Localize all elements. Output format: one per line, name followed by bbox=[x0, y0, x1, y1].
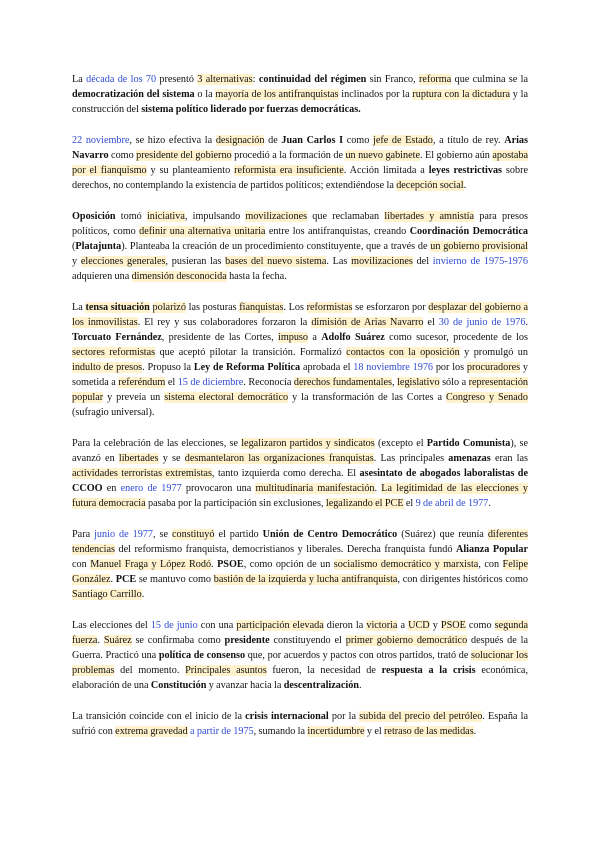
paragraph-2 bbox=[72, 133, 528, 193]
highlighted-text: representación popular bbox=[72, 377, 529, 404]
date-text: a partir de 1975 bbox=[190, 725, 254, 737]
text-segment: . El gobierno aún bbox=[419, 149, 493, 161]
text-segment: . bbox=[488, 498, 491, 510]
highlighted-text: legislativo bbox=[397, 377, 440, 389]
text-segment: con bbox=[72, 559, 91, 571]
text-segment: el partido bbox=[214, 528, 263, 540]
bold-term: PSOE bbox=[217, 559, 244, 571]
bold-term: Coordinación Democrática bbox=[409, 225, 528, 237]
bold-term: leyes restrictivas bbox=[428, 164, 503, 176]
highlighted-text: reformista era insuficiente bbox=[234, 164, 344, 176]
highlighted-text: participación elevada bbox=[236, 619, 324, 631]
text-segment: , impulsando bbox=[184, 210, 246, 222]
text-segment: , tanto izquierda como derecha. El bbox=[211, 468, 360, 480]
bold-term: Juan Carlos I bbox=[281, 134, 344, 146]
highlighted-text: presidente del gobierno bbox=[136, 149, 232, 161]
text-segment: y sometida a bbox=[72, 362, 528, 389]
highlighted-bold-term: tensa situación bbox=[85, 301, 150, 313]
bold-term: Platajunta bbox=[75, 240, 122, 252]
text-segment: inclinados por la bbox=[338, 89, 413, 101]
text-segment: como bbox=[343, 134, 373, 146]
text-segment: Las elecciones del bbox=[72, 619, 151, 631]
text-segment: como bbox=[108, 149, 137, 161]
date-text: 22 noviembre bbox=[72, 134, 130, 146]
text-segment: adquieren una bbox=[72, 271, 132, 283]
highlighted-text: constituyó bbox=[172, 528, 215, 540]
text-segment: y el bbox=[364, 725, 385, 737]
text-segment: . Las bbox=[326, 255, 352, 267]
bold-term: Unión de Centro Democrático bbox=[262, 528, 398, 540]
text-segment: ( bbox=[72, 240, 76, 252]
bold-term: política de consenso bbox=[158, 650, 246, 661]
text-segment: . bbox=[358, 680, 362, 692]
highlighted-text: definir una alternativa unitaria bbox=[139, 225, 266, 237]
paragraph-4 bbox=[72, 300, 528, 421]
text-segment: constituyendo el bbox=[269, 634, 346, 646]
text-segment: para presos políticos, como bbox=[72, 210, 529, 237]
paragraph-6 bbox=[72, 527, 528, 602]
text-segment: hasta la fecha. bbox=[226, 271, 287, 283]
text-segment: y promulgó un bbox=[459, 346, 528, 358]
highlighted-text: segunda fuerza bbox=[72, 619, 529, 646]
text-segment: sobre derechos, no contemplando la existencia de partidos políticos; extendiéndose la bbox=[72, 164, 528, 192]
highlighted-text: reformistas bbox=[306, 301, 353, 313]
highlighted-text: solucionar los problemas bbox=[72, 650, 528, 677]
highlighted-text: La legitimidad de las elecciones y futura democracia bbox=[72, 483, 528, 510]
bold-term: Oposición bbox=[72, 210, 116, 222]
text-segment: sin Franco, bbox=[366, 74, 420, 85]
text-segment: pasaba por la participación sin exclusiones, bbox=[145, 498, 326, 510]
highlighted-text: movilizaciones bbox=[351, 255, 413, 267]
text-segment: del bbox=[412, 255, 433, 267]
paragraph-3 bbox=[72, 209, 528, 284]
text-segment: y la construcción del bbox=[72, 89, 528, 116]
text-segment: . bbox=[110, 574, 116, 586]
bold-term: sistema político liderado por fuerzas democráticas. bbox=[141, 104, 361, 116]
text-segment: presentó bbox=[156, 74, 198, 85]
text-segment: el bbox=[403, 498, 416, 510]
highlighted-text: primer gobierno democrático bbox=[345, 634, 468, 646]
text-segment: del reformismo franquista, democristianos y liberales. Derecha franquista fundó bbox=[115, 543, 456, 555]
highlighted-text: polarizó bbox=[152, 301, 186, 313]
bold-term: amenazas bbox=[448, 452, 491, 464]
highlighted-text: desmantelaron las organizaciones franquistas bbox=[184, 452, 374, 464]
highlighted-text: Suárez bbox=[103, 634, 132, 646]
highlighted-text: procuradores bbox=[466, 362, 521, 373]
highlighted-text: jefe de Estado bbox=[372, 134, 433, 146]
date-text: 15 de diciembre bbox=[177, 377, 244, 389]
highlighted-text: libertades bbox=[118, 452, 159, 464]
bold-term: asesintato de abogados laboralistas de CCOO bbox=[72, 468, 528, 495]
highlighted-text: iniciativa bbox=[146, 210, 185, 222]
highlighted-text: UCD bbox=[408, 619, 430, 631]
text-segment: , pusieran las bbox=[165, 255, 226, 267]
text-segment: provocaron una bbox=[181, 483, 256, 495]
text-segment: aprobada el bbox=[300, 362, 354, 373]
highlighted-text: legalizando el PCE bbox=[325, 498, 404, 510]
text-segment: , se bbox=[153, 528, 173, 540]
bold-term: respuesta a la crisis bbox=[381, 665, 476, 677]
text-segment: , bbox=[392, 377, 398, 389]
text-segment: que reclamaban bbox=[307, 210, 385, 222]
highlighted-text: elecciones generales bbox=[80, 255, 166, 267]
highlighted-text: Manuel Fraga y López Rodó bbox=[90, 559, 212, 571]
text-segment: , presidente de las Cortes, bbox=[161, 331, 278, 343]
highlighted-text: subida del precio del petróleo bbox=[359, 710, 483, 722]
date-text: 15 de junio bbox=[150, 619, 198, 631]
text-segment: ). Planteaba la creación de un procedimiento constituyente, que a través de bbox=[121, 240, 431, 252]
highlighted-text: dimisión de Arias Navarro bbox=[311, 316, 424, 328]
date-text: invierno de 1975-1976 bbox=[432, 255, 528, 267]
text-segment: La bbox=[72, 301, 86, 313]
highlighted-text: impuso bbox=[277, 331, 308, 343]
highlighted-text: dimensión desconocida bbox=[131, 271, 227, 283]
text-segment: . Las principales bbox=[373, 452, 449, 464]
text-segment: con una bbox=[197, 619, 237, 631]
text-segment: se confirmaba como bbox=[131, 634, 225, 646]
text-segment: . Reconocía bbox=[243, 377, 294, 389]
text-segment: como bbox=[465, 619, 495, 631]
highlighted-text: apostaba por el fianquismo bbox=[72, 149, 529, 176]
text-segment: (sufragio universal). bbox=[72, 407, 155, 419]
highlighted-text: mayoría de los antifranquistas bbox=[215, 89, 339, 101]
text-segment: el bbox=[423, 316, 439, 328]
highlighted-text: incertidumbre bbox=[307, 725, 365, 737]
bold-term: Partido Comunista bbox=[426, 437, 511, 449]
text-segment: , se hizo efectiva la bbox=[129, 134, 216, 146]
text-segment: La transición coincide con el inicio de la bbox=[72, 710, 246, 722]
date-text: enero de 1977 bbox=[120, 483, 182, 495]
highlighted-text: Felipe González bbox=[72, 559, 529, 586]
text-segment: eran las bbox=[490, 452, 529, 464]
highlighted-text: contactos con la oposición bbox=[346, 346, 460, 358]
text-segment: . bbox=[525, 316, 528, 328]
bold-term: PCE bbox=[115, 574, 137, 586]
highlighted-text: libertades y amnistía bbox=[384, 210, 475, 222]
highlighted-text: Santiago Carrillo bbox=[72, 589, 142, 601]
highlighted-text: decepción social bbox=[396, 180, 464, 192]
text-segment: y preveía un bbox=[103, 392, 165, 404]
text-segment: y bbox=[429, 619, 441, 631]
text-segment: . El rey y sus colaboradores forzaron la bbox=[137, 316, 312, 328]
text-segment: ), se avanzó en bbox=[72, 437, 529, 464]
text-segment: . España la sufrió con bbox=[72, 710, 528, 737]
text-segment: . Los bbox=[283, 301, 307, 313]
date-text: 18 noviembre 1976 bbox=[353, 362, 434, 373]
text-segment: a bbox=[308, 331, 322, 343]
bold-term: Alianza Popular bbox=[455, 543, 529, 555]
text-segment: dieron la bbox=[323, 619, 367, 631]
text-segment: y bbox=[72, 255, 81, 267]
text-segment: sólo a bbox=[439, 377, 469, 389]
text-segment: . Acción limitada a bbox=[343, 164, 429, 176]
bold-term: continuidad del régimen bbox=[258, 74, 367, 85]
highlighted-text: sistema electoral democrático bbox=[164, 392, 289, 404]
text-segment: de bbox=[264, 134, 282, 146]
highlighted-text: victoria bbox=[366, 619, 398, 631]
highlighted-text: socialismo democrático y marxista bbox=[333, 559, 479, 571]
highlighted-text: reforma bbox=[419, 74, 452, 85]
highlighted-text: bases del nuevo sistema bbox=[225, 255, 327, 267]
highlighted-text: Congreso y Senado bbox=[445, 392, 528, 404]
highlighted-text: legalizaron partidos y sindicatos bbox=[241, 437, 375, 449]
highlighted-text: referéndum bbox=[118, 377, 166, 389]
text-segment: y avanzar hacia la bbox=[206, 680, 284, 692]
text-segment: . bbox=[141, 589, 145, 601]
text-segment: por los bbox=[433, 362, 467, 373]
highlighted-text: multitudinaria manifestación bbox=[255, 483, 375, 495]
highlighted-text: sectores reformistas bbox=[72, 346, 156, 358]
highlighted-text: Principales asuntos bbox=[185, 665, 267, 677]
highlighted-text: fianquistas bbox=[239, 301, 284, 313]
text-segment: a bbox=[397, 619, 409, 631]
highlighted-text: bastión de la izquierda y lucha antifranquista bbox=[213, 574, 398, 586]
bold-term: Adolfo Suárez bbox=[321, 331, 385, 343]
text-segment: : bbox=[252, 74, 259, 85]
highlighted-text: indulto de presos bbox=[72, 362, 143, 373]
text-segment: , como opción de un bbox=[243, 559, 334, 571]
paragraph-5 bbox=[72, 436, 528, 511]
text-segment: y su planteamiento bbox=[146, 164, 235, 176]
text-segment: y la transformación de las Cortes a bbox=[288, 392, 446, 404]
text-segment: y se bbox=[158, 452, 185, 464]
text-segment: las posturas bbox=[185, 301, 240, 313]
date-text: junio de 1977 bbox=[94, 528, 153, 540]
text-segment: o la bbox=[194, 89, 216, 101]
paragraph-1 bbox=[72, 72, 528, 117]
text-segment: . Propuso la bbox=[142, 362, 194, 373]
text-segment: tomó bbox=[115, 210, 147, 222]
date-text: 30 de junio de 1976 bbox=[438, 316, 526, 328]
bold-term: democratización del sistema bbox=[72, 89, 195, 101]
highlighted-text: desplazar del gobierno a los inmovilistas bbox=[72, 301, 529, 328]
text-segment: (Suárez) que reunía bbox=[397, 528, 488, 540]
text-segment: , con bbox=[478, 559, 503, 571]
document-page bbox=[72, 72, 528, 754]
text-segment: procedió a la formación de bbox=[231, 149, 346, 161]
text-segment: . bbox=[473, 725, 477, 737]
highlighted-text: derechos fundamentales bbox=[293, 377, 393, 389]
highlighted-text: movilizaciones bbox=[245, 210, 308, 222]
bold-term: Arias Navarro bbox=[72, 134, 528, 161]
paragraph-8 bbox=[72, 709, 528, 739]
text-segment: . bbox=[374, 483, 382, 495]
bold-term: Constitución bbox=[150, 680, 207, 692]
text-segment: por la bbox=[328, 710, 360, 722]
bold-term: descentralización bbox=[283, 680, 359, 692]
bold-term: crisis internacional bbox=[245, 710, 329, 722]
highlighted-text: retraso de las medidas bbox=[384, 725, 474, 737]
highlighted-text: extrema gravedad bbox=[115, 725, 188, 737]
text-segment: en bbox=[102, 483, 121, 495]
bold-term: presidente bbox=[224, 634, 270, 646]
highlighted-text: un gobierno provisional bbox=[430, 240, 528, 252]
text-segment: , con dirigentes históricos como bbox=[397, 574, 528, 586]
text-segment: que aceptó pilotar la transición. Formalizó bbox=[155, 346, 347, 358]
text-segment: Para bbox=[72, 528, 95, 540]
text-segment: (excepto el bbox=[374, 437, 427, 449]
highlighted-text: un nuevo gabinete bbox=[345, 149, 420, 161]
text-segment: . bbox=[211, 559, 218, 571]
text-segment: se esforzaron por bbox=[352, 301, 429, 313]
text-segment: que culmina se la bbox=[451, 74, 528, 85]
text-segment: fueron, la necesidad de bbox=[266, 665, 382, 677]
date-text: década de los 70 bbox=[86, 74, 157, 85]
text-segment: Para la celebración de las elecciones, se bbox=[72, 437, 242, 449]
text-segment: , sumando la bbox=[253, 725, 308, 737]
text-segment: del momento. bbox=[114, 665, 186, 677]
paragraph-7 bbox=[72, 618, 528, 693]
text-segment: el bbox=[165, 377, 178, 389]
highlighted-text: designación bbox=[215, 134, 265, 146]
text-segment: como sucesor, procedente de los bbox=[384, 331, 528, 343]
date-text: 9 de abril de 1977 bbox=[415, 498, 489, 510]
highlighted-text: ruptura con la dictadura bbox=[412, 89, 511, 101]
highlighted-text: PSOE bbox=[440, 619, 466, 631]
highlighted-text: actividades terroristas extremistas bbox=[72, 468, 212, 480]
text-segment: entre los antifranquistas, creando bbox=[265, 225, 410, 237]
bold-term: Ley de Reforma Política bbox=[193, 362, 301, 373]
text-segment: , a título de rey. bbox=[432, 134, 505, 146]
text-segment: económica, elaboración de una bbox=[72, 665, 528, 692]
bold-term: Torcuato Fernández bbox=[72, 331, 162, 343]
text-segment: que, por acuerdos y pactos con otros partidos, trató de bbox=[245, 650, 471, 661]
text-segment: . bbox=[97, 634, 104, 646]
highlighted-text: diferentes tendencias bbox=[72, 528, 528, 555]
text-segment: La bbox=[72, 74, 87, 85]
text-segment: después de la Guerra. Practicó una bbox=[72, 634, 528, 661]
text-segment: . bbox=[463, 180, 467, 192]
text-segment: se mantuvo como bbox=[136, 574, 214, 586]
highlighted-text: 3 alternativas bbox=[197, 74, 253, 85]
